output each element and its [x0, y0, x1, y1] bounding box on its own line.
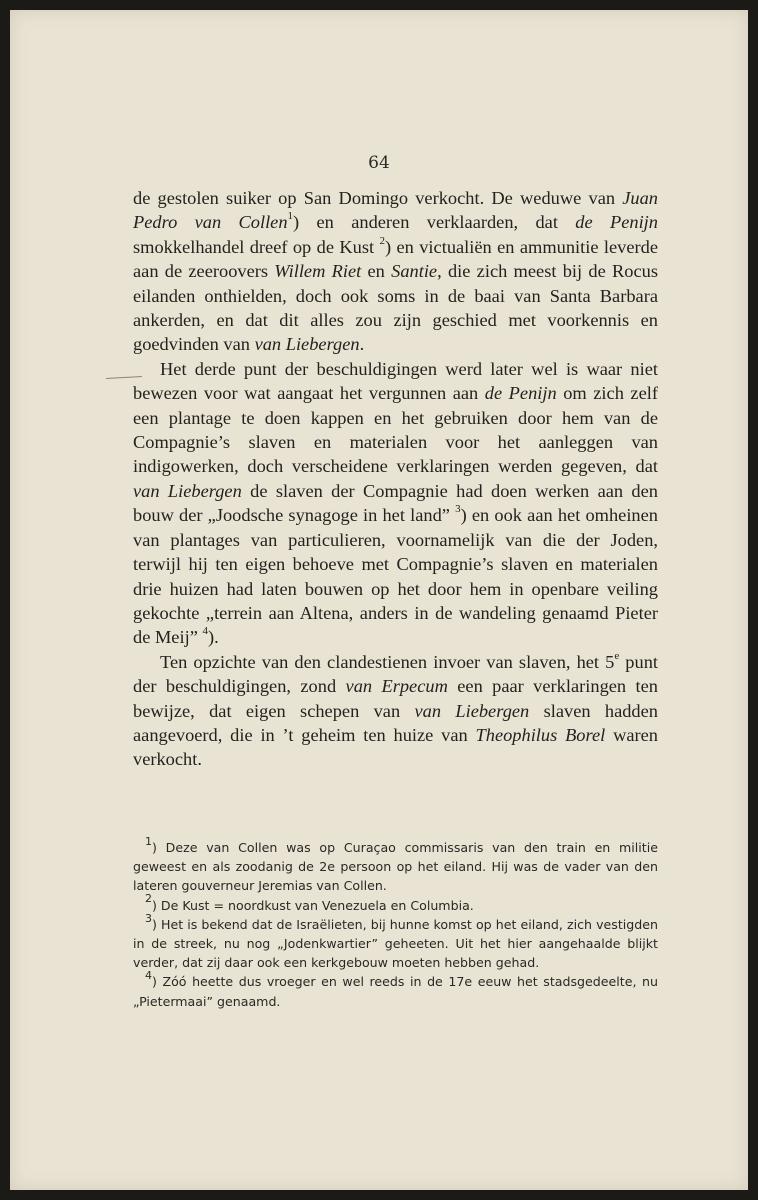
- footnotes: [133, 834, 658, 1011]
- footnote-4: $^4$) Zóó heette dus vroeger en wel reeds in de 17e eeuw het stadsgedeelte, nu „Pietermaai” genaamd.: [133, 969, 658, 1009]
- italic-name: van Liebergen: [414, 700, 530, 721]
- italic-name: Juan Pedro van Collen: [133, 188, 658, 233]
- italic-name: de Penijn: [575, 212, 658, 233]
- ordinal-suffix: e: [614, 649, 620, 662]
- italic-name: de Penijn: [484, 383, 557, 404]
- paragraph-2: Het derde punt der beschuldigingen werd later wel is waar niet bewezen voor wat aangaat het vergunnen aan de Penijn om zich zelf een plantage te doen kappen en het gebruiken door hem van de Compagnie’s slaven en materialen voor het aanleggen van indigowerken, doch verscheidene verklaringen werden gegeven, dat van Liebergen de slaven der Compagnie had doen werken aan den bouw der „Joodsche synagoge in het land” $^3$) en ook aan het omheinen van plantages van particulieren, voornamelijk van die der Joden, terwijl hij ten eigen behoeve met Compagnie’s slaven en materialen drie huizen had laten bouwen op het door hem in openbare veiling gekochte „terrein aan Altena, anders in de wandeling genaamd Pieter de Meij” $^4$).: [133, 358, 658, 648]
- italic-name: Santie: [391, 261, 438, 282]
- footnote-ref-3: 3: [455, 503, 461, 516]
- footnote-ref-2: 2: [379, 234, 385, 247]
- footnote-ref-4: 4: [202, 625, 208, 638]
- footnote-mark: 4: [145, 969, 152, 983]
- footnote-ref-1: 1: [287, 210, 294, 223]
- footnote-mark: 3: [145, 911, 152, 925]
- italic-name: Theophilus Borel: [475, 724, 606, 745]
- footnote-1: $^1$) Deze van Collen was op Curaçao commissaris van den train en militie geweest en als zoodanig de 2e persoon op het eiland. Hij was de vader van den lateren gouverneur Jeremias van Collen.: [133, 834, 658, 894]
- footnote-3: $^3$) Het is bekend dat de Israëlieten, bij hunne komst op het eiland, zich vestigden in de streek, nu nog „Jodenkwartier” geheeten. Uit het hier aangehaalde blijkt verder, dat zij daar ook een kerkgebouw moeten hebben gehad.: [133, 911, 658, 971]
- italic-name: van Erpecum: [345, 676, 448, 697]
- italic-name: van Liebergen: [133, 480, 242, 501]
- footnote-mark: 2: [145, 892, 152, 906]
- italic-name: Willem Riet: [274, 261, 362, 282]
- paragraph-3: Ten opzichte van den clandestienen invoer van slaven, het 5e punt der beschuldigingen, zond van Erpecum een paar verklaringen ten bewijze, dat eigen schepen van van Liebergen slaven hadden aangevoerd, die in ’t geheim ten huize van Theophilus Borel waren verkocht.: [133, 649, 658, 770]
- body-text: [133, 186, 658, 772]
- paragraph-1: de gestolen suiker op San Domingo verkocht. De weduwe van Juan Pedro van Collen$^1$) en anderen verklaarden, dat de Penijn smokkelhandel dreef op de Kust $^2$) en victualiën en ammunitie leverde aan de zeeroovers Willem Riet en Santie, die zich meest bij de Rocus eilanden onthielden, doch ook soms in de baai van Santa Barbara ankerden, en dat dit alles zou zijn geschied met voorkennis en goedvinden van van Liebergen.: [133, 188, 659, 355]
- footnote-mark: 1: [145, 834, 152, 848]
- scanned-page: [10, 10, 748, 1190]
- footnote-2: $^2$) De Kust = noordkust van Venezuela en Columbia.: [145, 892, 474, 913]
- page-number: 64: [368, 153, 390, 173]
- italic-name: van Liebergen: [254, 334, 360, 355]
